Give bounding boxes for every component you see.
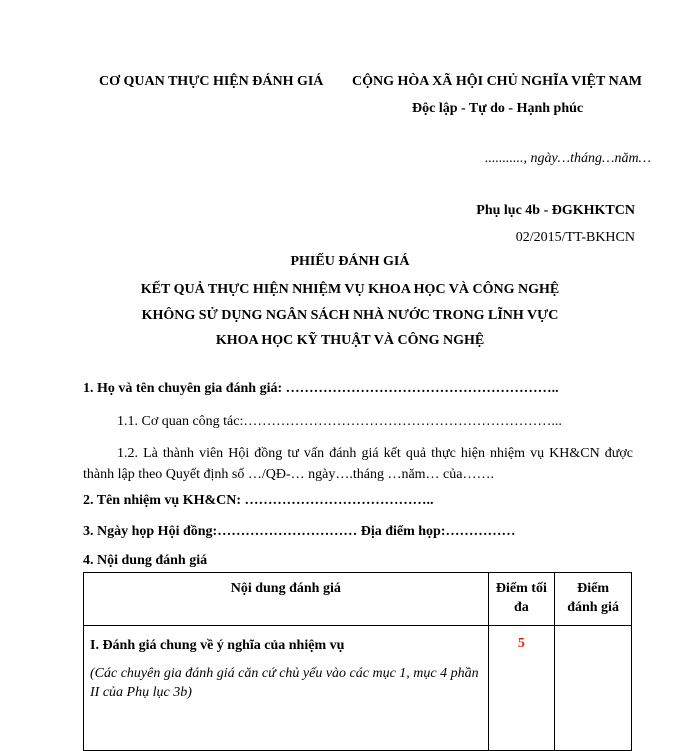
form-subtitle-line-2: KHÔNG SỬ DỤNG NGÂN SÁCH NHÀ NƯỚC TRONG LĨNH VỰC — [141, 308, 559, 323]
national-title: CỘNG HÒA XÃ HỘI CHỦ NGHĨA VIỆT NAM — [352, 74, 643, 89]
table-header-row — [84, 573, 632, 626]
criterion-cell — [84, 626, 489, 751]
form-subtitle-line-1: KẾT QUẢ THỰC HIỆN NHIỆM VỤ KHOA HỌC VÀ CÔNG NGHỆ — [140, 282, 560, 297]
agency-name: CƠ QUAN THỰC HIỆN ĐÁNH GIÁ — [99, 74, 324, 89]
form-title: PHIẾU ĐÁNH GIÁ — [290, 254, 410, 269]
criterion-title: I. Đánh giá chung về ý nghĩa của nhiệm vụ — [90, 638, 345, 653]
meeting-date: 3. Ngày họp Hội đồng:………………………… — [83, 524, 358, 539]
criterion-note: (Các chuyên gia đánh giá căn cứ chủ yếu vào các mục 1, mục 4 phần II của Phụ lục 3b) — [90, 666, 479, 700]
circular-number: 02/2015/TT-BKHCN — [515, 230, 635, 245]
score-input-cell[interactable] — [555, 626, 632, 751]
table-row — [84, 626, 632, 751]
max-score-cell: 5 — [488, 626, 555, 751]
meeting-place: Địa điểm họp:…………… — [360, 524, 516, 539]
dateline: ..........., ngày…tháng…năm… — [484, 151, 651, 166]
header-content: Nội dung đánh giá — [84, 573, 489, 626]
header-max-score: Điểm tối đa — [488, 573, 555, 626]
section-meeting-info — [83, 524, 516, 540]
evaluation-table — [83, 572, 632, 751]
form-subtitle-line-3: KHOA HỌC KỸ THUẬT VÀ CÔNG NGHỆ — [215, 333, 485, 348]
header-score: Điểm đánh giá — [555, 573, 632, 626]
section-expert-name: 1. Họ và tên chuyên gia đánh giá: ………………………………………………….. — [83, 381, 559, 396]
appendix-label: Phụ lục 4b - ĐGKHKTCN — [476, 203, 635, 218]
section-workplace: 1.1. Cơ quan công tác:…………………………………………………………... — [117, 414, 562, 429]
national-motto: Độc lập - Tự do - Hạnh phúc — [412, 101, 584, 116]
section-council-membership: 1.2. Là thành viên Hội đồng tư vấn đánh giá kết quả thực hiện nhiệm vụ KH&CN được thành lập theo Quyết định số …/QĐ-… ngày….tháng …năm… của……. — [83, 446, 633, 482]
section-evaluation-content: 4. Nội dung đánh giá — [83, 553, 208, 568]
section-task-name: 2. Tên nhiệm vụ KH&CN: ………………………………….. — [83, 493, 434, 508]
